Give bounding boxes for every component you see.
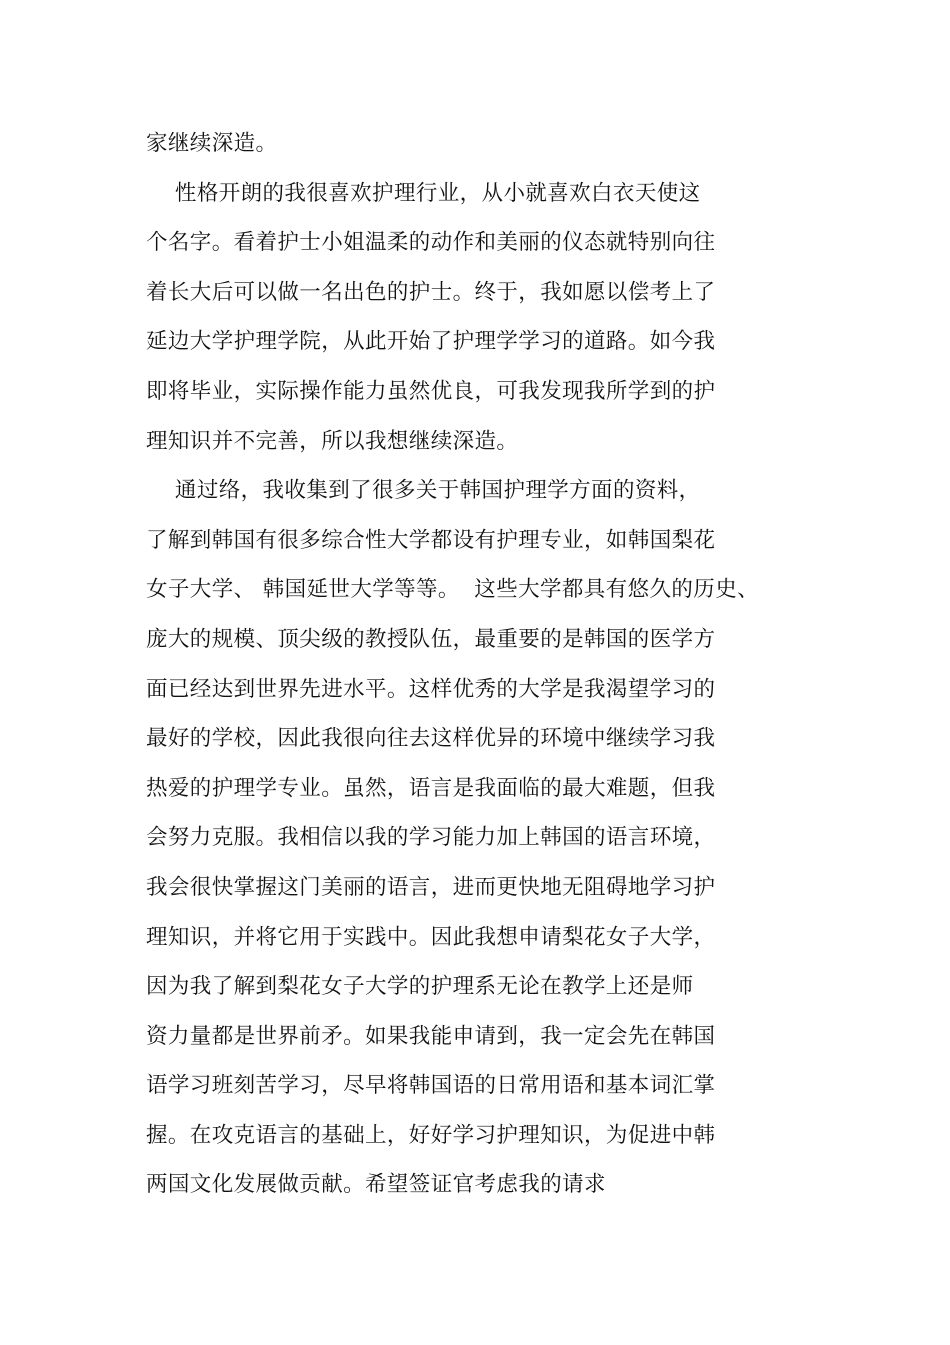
text-line: 面已经达到世界先进水平。这样优秀的大学是我渴望学习的 bbox=[146, 676, 716, 702]
text-line: 握。在攻克语言的基础上，好好学习护理知识，为促进中韩 bbox=[146, 1122, 716, 1148]
text-line: 两国文化发展做贡献。希望签证官考虑我的请求 bbox=[146, 1172, 606, 1198]
text-line: 通过络，我收集到了很多关于韩国护理学方面的资料， bbox=[146, 478, 701, 504]
text-line: 会努力克服。我相信以我的学习能力加上韩国的语言环境， bbox=[146, 825, 716, 851]
text-line: 女子大学、 韩国延世大学等等。 这些大学都具有悠久的历史、 bbox=[146, 577, 760, 603]
body-text bbox=[146, 119, 846, 1210]
text-line: 延边大学护理学院，从此开始了护理学学习的道路。如今我 bbox=[146, 329, 716, 355]
text-line: 庞大的规模、顶尖级的教授队伍，最重要的是韩国的医学方 bbox=[146, 626, 716, 652]
text-line: 个名字。看着护士小姐温柔的动作和美丽的仪态就特别向往 bbox=[146, 230, 716, 256]
text-line: 性格开朗的我很喜欢护理行业，从小就喜欢白衣天使这 bbox=[146, 180, 701, 206]
text-line: 理知识，并将它用于实践中。因此我想申请梨花女子大学， bbox=[146, 924, 716, 950]
text-line: 即将毕业，实际操作能力虽然优良，可我发现我所学到的护 bbox=[146, 378, 716, 404]
text-line: 因为我了解到梨花女子大学的护理系无论在教学上还是师 bbox=[146, 974, 694, 1000]
text-line: 了解到韩国有很多综合性大学都设有护理专业，如韩国梨花 bbox=[146, 527, 716, 553]
text-line: 我会很快掌握这门美丽的语言，进而更快地无阻碍地学习护 bbox=[146, 874, 716, 900]
text-line: 语学习班刻苦学习，尽早将韩国语的日常用语和基本词汇掌 bbox=[146, 1073, 716, 1099]
text-line: 热爱的护理学专业。虽然，语言是我面临的最大难题，但我 bbox=[146, 775, 716, 801]
text-line: 理知识并不完善，所以我想继续深造。 bbox=[146, 428, 519, 454]
text-line: 家继续深造。 bbox=[146, 131, 278, 156]
text-line: 资力量都是世界前矛。如果我能申请到，我一定会先在韩国 bbox=[146, 1023, 716, 1049]
text-line: 着长大后可以做一名出色的护士。终于，我如愿以偿考上了 bbox=[146, 279, 716, 305]
text-line: 最好的学校，因此我很向往去这样优异的环境中继续学习我 bbox=[146, 726, 716, 752]
